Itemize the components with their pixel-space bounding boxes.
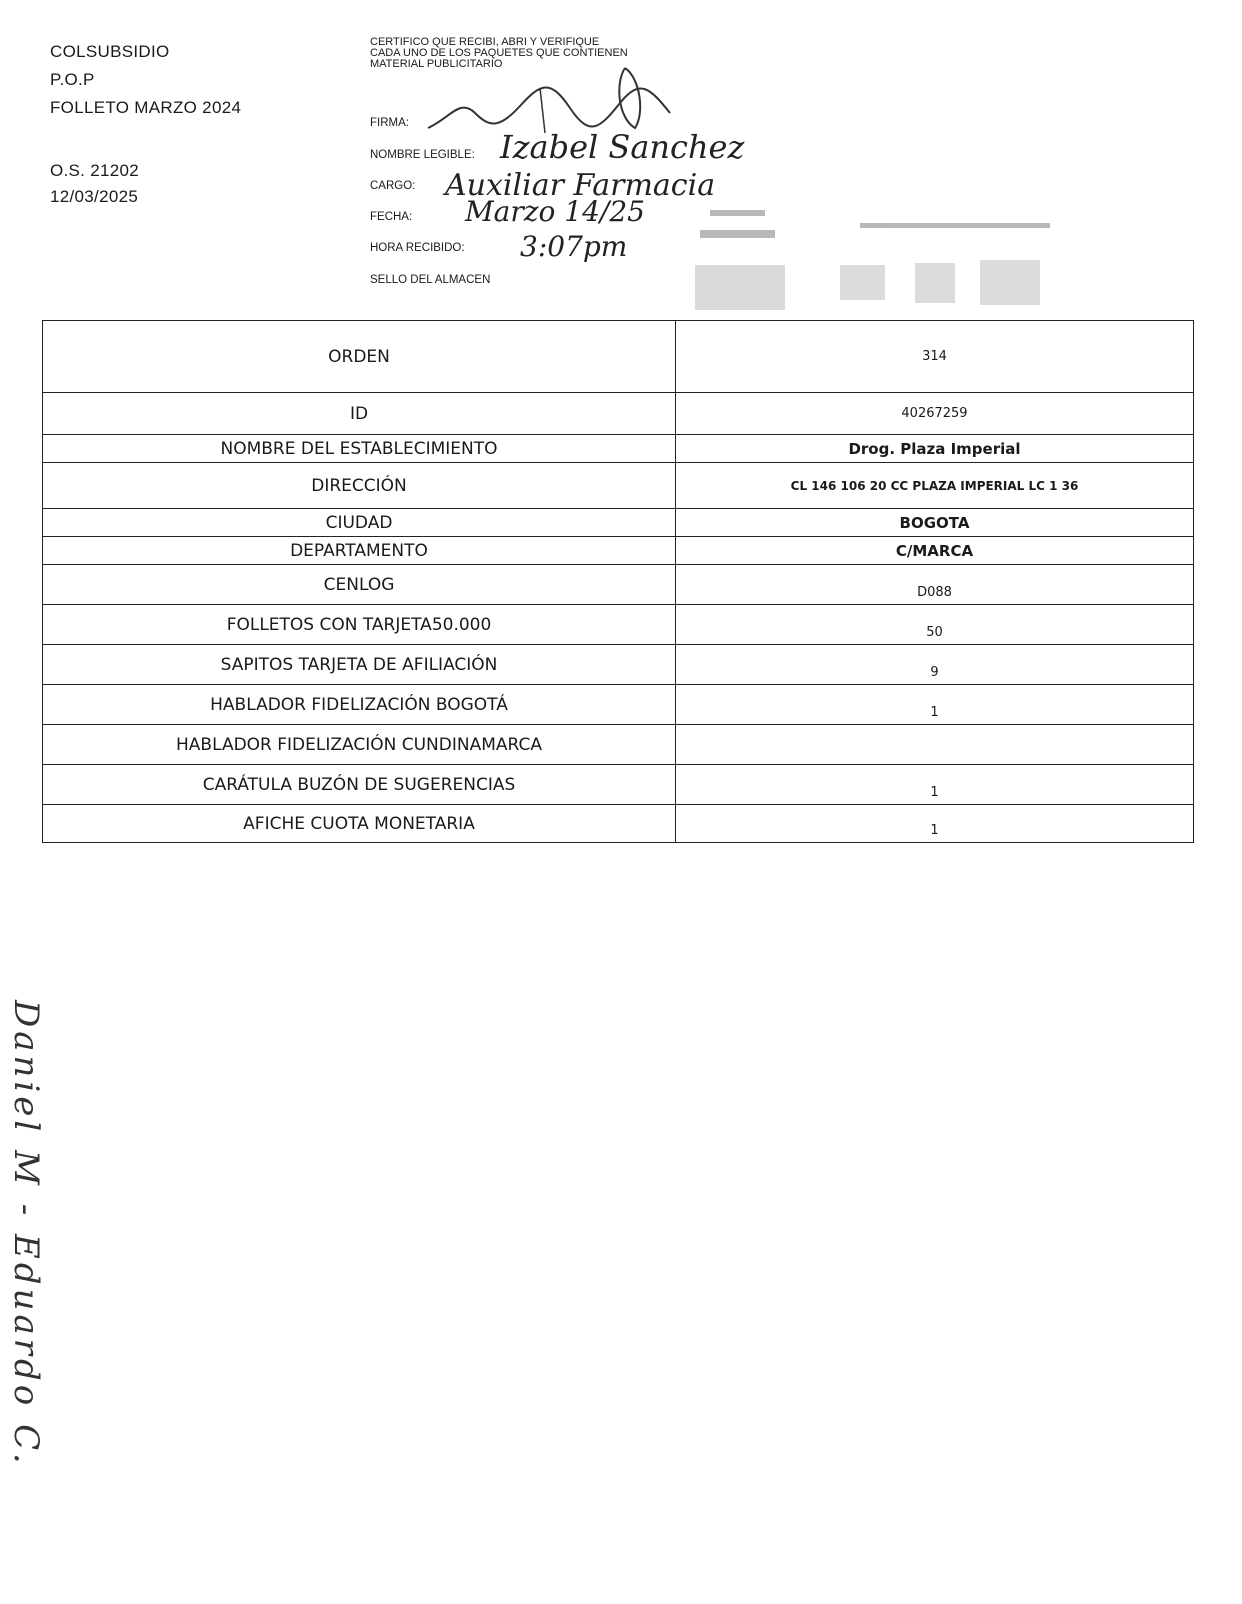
table-row (43, 805, 1194, 843)
row-label: CARÁTULA BUZÓN DE SUGERENCIAS (43, 765, 676, 805)
org-name: COLSUBSIDIO (50, 42, 170, 61)
document-header (50, 38, 241, 210)
fecha-label: FECHA: (370, 211, 413, 223)
row-value: 40267259 (676, 393, 1194, 435)
row-label: FOLLETOS CON TARJETA50.000 (43, 605, 676, 645)
row-value: 9 (676, 645, 1194, 685)
row-label: NOMBRE DEL ESTABLECIMIENTO (43, 435, 676, 463)
sello-label: SELLO DEL ALMACEN (370, 274, 491, 286)
table-row (43, 393, 1194, 435)
handwritten-fecha: Marzo 14/25 (465, 195, 645, 228)
row-value: 50 (676, 605, 1194, 645)
table-row (43, 685, 1194, 725)
handwritten-hora: 3:07pm (520, 230, 628, 263)
table-row (43, 537, 1194, 565)
row-label: ID (43, 393, 676, 435)
nombre-label: NOMBRE LEGIBLE: (370, 149, 475, 161)
hora-label: HORA RECIBIDO: (370, 242, 465, 254)
row-value: BOGOTA (676, 509, 1194, 537)
table-row (43, 509, 1194, 537)
row-value: CL 146 106 20 CC PLAZA IMPERIAL LC 1 36 (676, 463, 1194, 509)
handwritten-cargo: Auxiliar Farmacia (445, 168, 716, 203)
row-label: DEPARTAMENTO (43, 537, 676, 565)
row-label: SAPITOS TARJETA DE AFILIACIÓN (43, 645, 676, 685)
row-value: 314 (676, 321, 1194, 393)
row-label: ORDEN (43, 321, 676, 393)
firma-label: FIRMA: (370, 117, 409, 129)
row-value: D088 (676, 565, 1194, 605)
row-label: HABLADOR FIDELIZACIÓN CUNDINAMARCA (43, 725, 676, 765)
row-value: C/MARCA (676, 537, 1194, 565)
handwritten-name: Izabel Sanchez (500, 128, 745, 166)
folleto-label: FOLLETO MARZO 2024 (50, 98, 242, 117)
pop-label: P.O.P (50, 70, 95, 89)
table-row (43, 321, 1194, 393)
row-label: AFICHE CUOTA MONETARIA (43, 805, 676, 843)
row-label: HABLADOR FIDELIZACIÓN BOGOTÁ (43, 685, 676, 725)
table-row (43, 765, 1194, 805)
row-value (676, 725, 1194, 765)
row-label: CIUDAD (43, 509, 676, 537)
document-date: 12/03/2025 (50, 187, 139, 206)
table-row (43, 605, 1194, 645)
row-label: CENLOG (43, 565, 676, 605)
table-row (43, 463, 1194, 509)
certification-text: CERTIFICO QUE RECIBI, ABRI Y VERIFIQUE CADA UNO DE LOS PAQUETES QUE CONTIENEN MATERIAL PUBLICITARIO (370, 36, 628, 70)
service-order: O.S. 21202 (50, 161, 140, 180)
row-label: DIRECCIÓN (43, 463, 676, 509)
table-row (43, 565, 1194, 605)
table-row (43, 645, 1194, 685)
row-value: 1 (676, 685, 1194, 725)
cargo-label: CARGO: (370, 180, 416, 192)
table-row (43, 725, 1194, 765)
store-stamp (690, 205, 1060, 320)
row-value: 1 (676, 805, 1194, 843)
row-value: 1 (676, 765, 1194, 805)
signature-mark (420, 58, 710, 138)
row-value: Drog. Plaza Imperial (676, 435, 1194, 463)
delivery-table (42, 320, 1194, 843)
table-row (43, 435, 1194, 463)
margin-handwritten-note: Daniel M - Eduardo C. (6, 1000, 46, 1468)
